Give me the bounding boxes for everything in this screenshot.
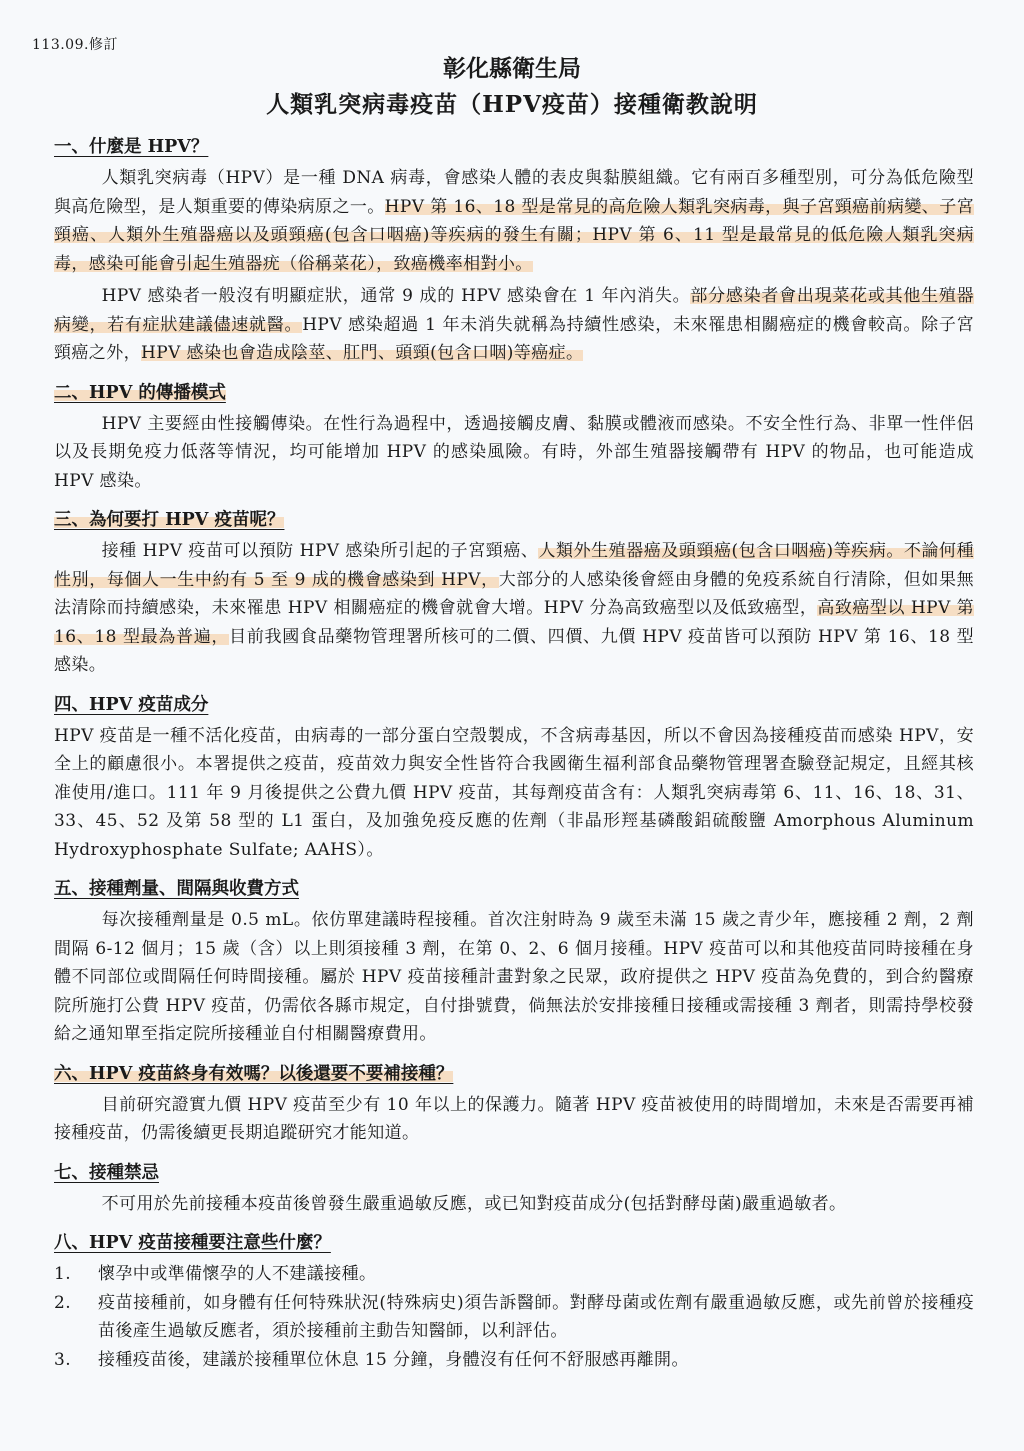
section-1-heading: 一、什麼是 HPV？ [54,137,209,157]
list-item [54,1260,974,1289]
section-7-heading: 七、接種禁忌 [54,1162,159,1183]
highlighted-heading: 六、HPV 疫苗終身有效嗎？以後還要不要補接種？ [54,1063,454,1084]
section-3-paragraph [54,537,974,680]
list-item [54,1289,974,1346]
document-body [54,130,974,1374]
revision-label: 113.09.修訂 [32,37,118,53]
highlighted-text: HPV 第 16、18 型是常見的高危險人類乳突病毒，與子宮頸癌前病變、子宮頸癌、人類外生殖器癌以及頭頸癌(包含口咽癌)等疾病的發生有關；HPV 第 6、11 型是最常見的低危險人類乳突病毒，感染可能會引起生殖器疣（俗稱菜花），致癌機率相對小。 [54,196,974,274]
section-3-text: 目前我國食品藥物管理署所核可的二價、四價、九價 HPV 疫苗皆可以預防 HPV 第 16、18 型感染。 [54,626,974,675]
section-4-heading: 四、HPV 疫苗成分 [54,694,209,715]
section-2-heading [54,378,974,408]
highlighted-heading: 三、為何要打 HPV 疫苗呢？ [54,510,285,530]
section-3-text: 大部分的人感染後會經由身體的免疫系統自行清除，但如果無法清除而持續感染，未來罹患 HPV 相關癌症的機會就會大增。HPV 分為高致癌型以及低致癌型， [54,569,974,618]
section-7-paragraph: 不可用於先前接種本疫苗後曾發生嚴重過敏反應，或已知對疫苗成分(包括對酵母菌)嚴重過敏者。 [101,1193,847,1214]
list-item-text: 接種疫苗後，建議於接種單位休息 15 分鐘，身體沒有任何不舒服感再離開。 [98,1349,689,1370]
section-1-text: HPV 感染者一般沒有明顯症狀，通常 9 成的 HPV 感染會在 1 年內消失。 [101,286,691,306]
section-8-heading: 八、HPV 疫苗接種要注意些什麼？ [54,1233,331,1253]
highlighted-text: 部分感染者會出現菜花或其他生殖器病變，若有症狀建議儘速就醫。 [54,286,974,335]
section-6-paragraph: 目前研究證實九價 HPV 疫苗至少有 10 年以上的保護力。隨著 HPV 疫苗被使用的時間增加，未來是否需要再補接種疫苗，仍需後續更長期追蹤研究才能知道。 [54,1094,974,1143]
section-1-text: HPV 感染超過 1 年未消失就稱為持續性感染，未來罹患相關癌症的機會較高。除子宮頸癌之外， [54,314,974,363]
section-5-heading: 五、接種劑量、間隔與收費方式 [54,879,299,899]
list-item [54,1346,974,1375]
section-2-paragraph: HPV 主要經由性接觸傳染。在性行為過程中，透過接觸皮膚、黏膜或體液而感染。不安全性行為、非單一性伴侶以及長期免疫力低落等情況，均可能增加 HPV 的感染風險。有時，外部生殖器接觸帶有 HPV 的物品，也可能造成 HPV 感染。 [54,413,974,491]
list-item-text: 懷孕中或準備懷孕的人不建議接種。 [98,1264,377,1284]
section-3-heading [54,505,974,535]
section-6-heading [54,1059,974,1089]
document-title: 人類乳突病毒疫苗（HPV疫苗）接種衛教說明 [266,91,758,118]
list-item-number: 2. [54,1292,72,1313]
organization-title: 彰化縣衛生局 [443,55,581,82]
highlighted-text: HPV 感染也會造成陰莖、肛門、頭頸(包含口咽)等癌症。 [141,343,584,363]
list-item-text: 疫苗接種前，如身體有任何特殊狀況(特殊病史)須告訴醫師。對酵母菌或佐劑有嚴重過敏反應，或先前曾於接種疫苗後產生過敏反應者，須於接種前主動告知醫師，以利評估。 [98,1292,974,1341]
precautions-list [54,1260,974,1374]
highlighted-text: 高致癌型以 HPV 第 16、18 型最為普遍， [54,598,975,647]
list-item-number: 3. [54,1349,72,1370]
section-3-text: 接種 HPV 疫苗可以預防 HPV 感染所引起的子宮頸癌、 [101,541,539,561]
section-4-paragraph: HPV 疫苗是一種不活化疫苗，由病毒的一部分蛋白空殼製成，不含病毒基因，所以不會因為接種疫苗而感染 HPV，安全上的顧慮很小。本署提供之疫苗，疫苗效力與安全性皆符合我國衛生福利部食品藥物管理署查驗登記規定，且經其核准使用/進口。111 年 9 月後提供之公費九價 HPV 疫苗，其每劑疫苗含有：人類乳突病毒第 6、11、16、18、31、33、45、52 及第 58 型的 L1 蛋白，及加強免疫反應的佐劑（非晶形羥基磷酸鋁硫酸鹽 Amorphous Aluminum Hydroxyphosphate Sulfate; AAHS）。 [54,725,974,860]
list-item-number: 1. [54,1264,72,1284]
section-1-paragraph-1 [54,164,974,278]
section-5-paragraph: 每次接種劑量是 0.5 mL。依仿單建議時程接種。首次注射時為 9 歲至未滿 15 歲之青少年，應接種 2 劑，2 劑間隔 6-12 個月；15 歲（含）以上則須接種 3 劑，在第 0、2、6 個月接種。HPV 疫苗可以和其他疫苗同時接種在身體不同部位或間隔任何時間接種。屬於 HPV 疫苗接種計畫對象之民眾，政府提供之 HPV 疫苗為免費的，到合約醫療院所施打公費 HPV 疫苗，仍需依各縣市規定，自付掛號費，倘無法於安排接種日接種或需接種 3 劑者，則需持學校發給之通知單至指定院所接種並自付相關醫療費用。 [54,910,974,1044]
section-1-paragraph-2 [54,282,974,368]
section-1-text: 人類乳突病毒（HPV）是一種 DNA 病毒，會感染人體的表皮與黏膜組織。它有兩百多種型別，可分為低危險型與高危險型，是人類重要的傳染病原之一。 [54,168,974,217]
title-block [0,52,1024,124]
highlighted-text: 人類外生殖器癌及頭頸癌(包含口咽癌)等疾病。不論何種性別，每個人一生中約有 5 至 9 成的機會感染到 HPV， [54,541,974,590]
highlighted-heading: 二、HPV 的傳播模式 [54,382,226,403]
